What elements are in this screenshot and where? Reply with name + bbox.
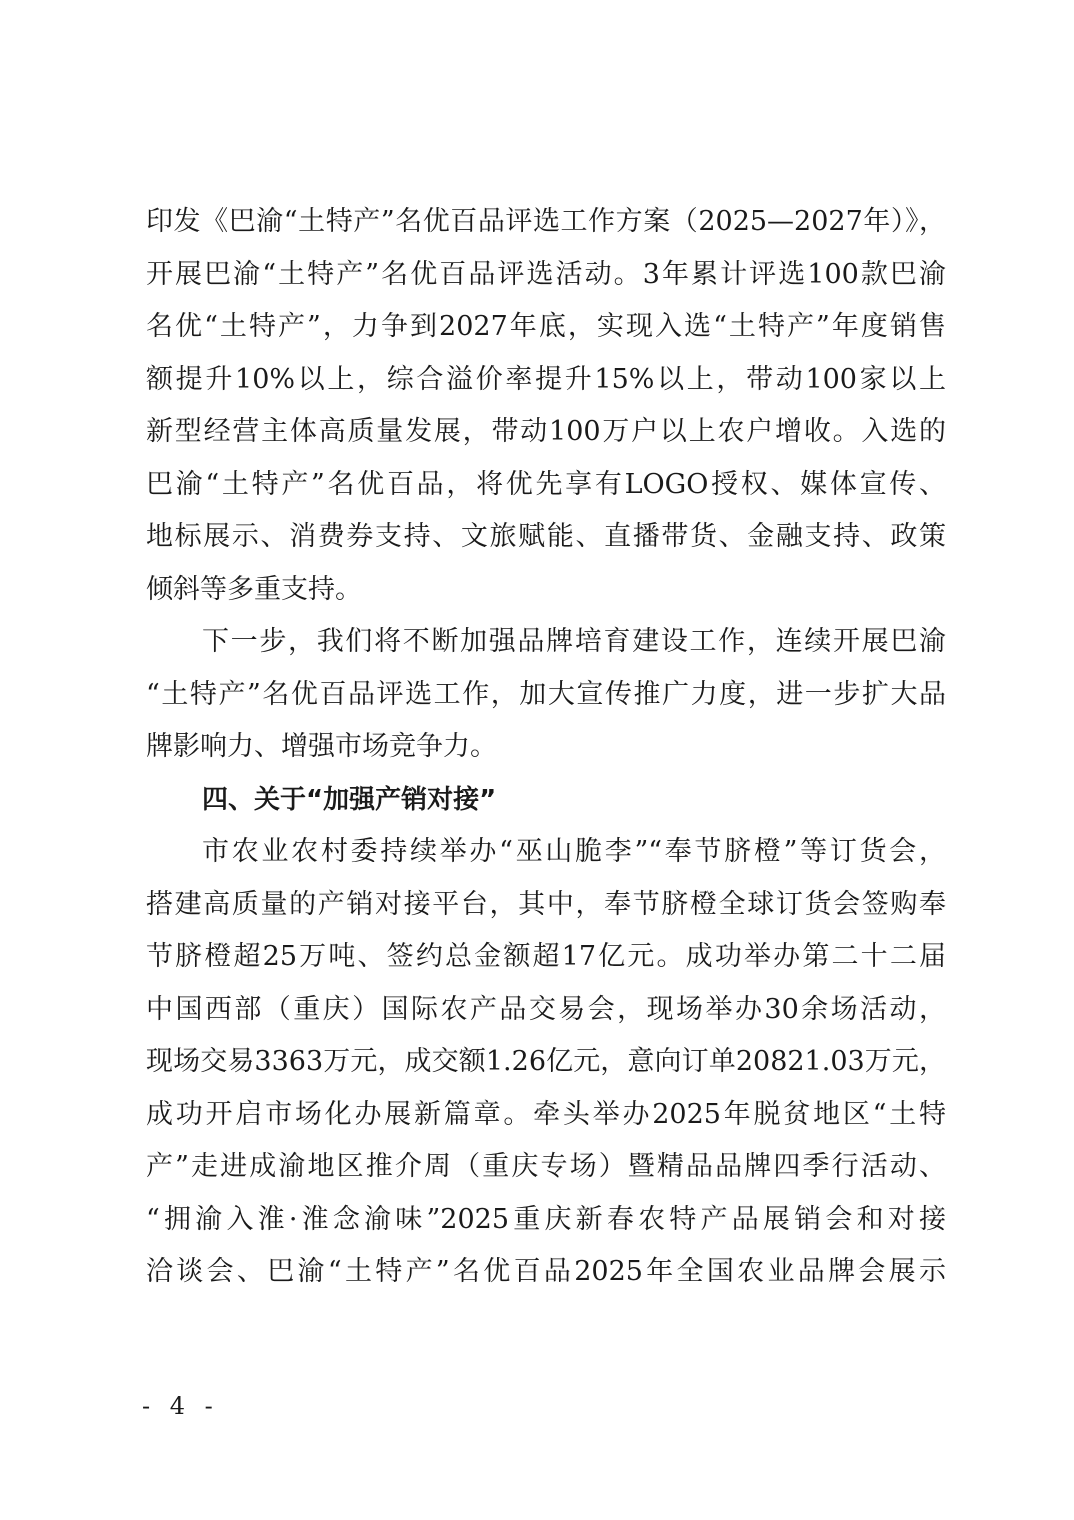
text-line: 地标展示、消费券支持、文旅赋能、直播带货、金融支持、政策: [146, 521, 946, 552]
text-line: 印发《巴渝“土特产”名优百品评选工作方案（2025—2027年）》，: [146, 206, 946, 237]
section-heading-text: 四、关于“加强产销对接”: [202, 784, 497, 815]
text-line: 洽谈会、巴渝“土特产”名优百品2025年全国农业品牌会展示: [146, 1256, 946, 1287]
text-line: 倾斜等多重支持。: [146, 573, 362, 605]
text-line: 现场交易3363万元，成交额1.26亿元，意向订单20821.03万元，: [146, 1046, 946, 1077]
text-line: 中国西部（重庆）国际农产品交易会，现场举办30余场活动，: [146, 993, 946, 1025]
text-line: 产”走进成渝地区推介周（重庆专场）暨精品品牌四季行活动、: [146, 1151, 946, 1182]
text-line: 市农业农村委持续举办“巫山脆李”“奉节脐橙”等订货会，: [202, 836, 946, 867]
paragraph: [146, 826, 946, 1299]
text-line: “拥渝入淮·淮念渝味”2025重庆新春农特产品展销会和对接: [146, 1203, 946, 1235]
text-line: “土特产”名优百品评选工作，加大宣传推广力度，进一步扩大品: [146, 678, 946, 710]
text-line: 成功开启市场化办展新篇章。牵头举办2025年脱贫地区“土特: [146, 1098, 946, 1130]
text-line: 节脐橙超25万吨、签约总金额超17亿元。成功举办第二十二届: [146, 941, 946, 972]
body-text: [146, 196, 946, 1299]
text-line: 下一步，我们将不断加强品牌培育建设工作，连续开展巴渝: [202, 626, 946, 657]
paragraph: [146, 616, 946, 774]
text-line: 巴渝“土特产”名优百品，将优先享有LOGO授权、媒体宣传、: [146, 468, 946, 500]
text-line: 搭建高质量的产销对接平台，其中，奉节脐橙全球订货会签购奉: [146, 888, 946, 920]
page-number: - 4 -: [142, 1392, 219, 1420]
text-line: 额提升10%以上，综合溢价率提升15%以上，带动100家以上: [146, 363, 946, 395]
text-line: 新型经营主体高质量发展，带动100万户以上农户增收。入选的: [146, 416, 946, 447]
text-line: 开展巴渝“土特产”名优百品评选活动。3年累计评选100款巴渝: [146, 258, 946, 290]
paragraph: [146, 196, 946, 616]
text-line: 牌影响力、增强市场竞争力。: [146, 731, 497, 762]
section-heading: [146, 774, 946, 827]
text-line: 名优“土特产”，力争到2027年底，实现入选“土特产”年度销售: [146, 311, 946, 342]
